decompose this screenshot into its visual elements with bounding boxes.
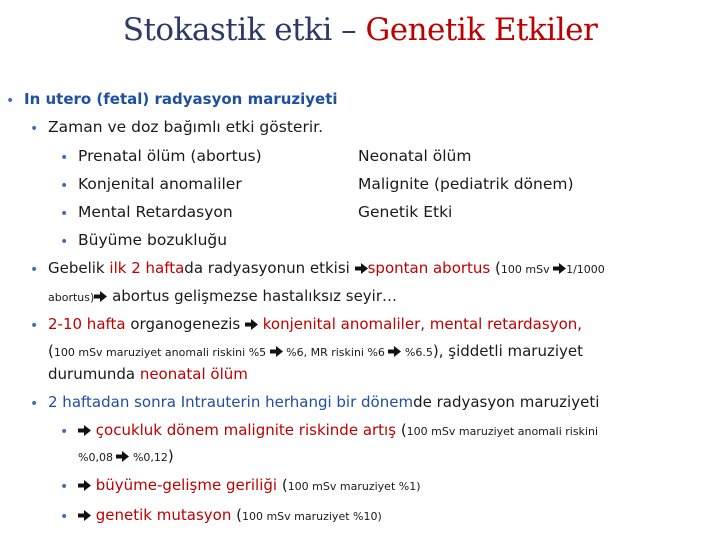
first-2-weeks-line <box>48 259 605 277</box>
effect-right-2: Malignite (pediatrik dönem) <box>358 175 574 193</box>
neonatal-death-text: neonatal ölüm <box>139 365 248 383</box>
text: ( <box>277 476 288 494</box>
weeks-2-10-line <box>48 315 582 333</box>
text: ( <box>490 259 501 277</box>
weeks-2-10-text: 2-10 hafta <box>48 315 126 333</box>
growth-retardation-text: büyüme-gelişme geriliği <box>91 476 278 494</box>
bullet: • <box>60 206 69 222</box>
effect-right-1: Neonatal ölüm <box>358 147 472 165</box>
effect-left-1: Prenatal ölüm (abortus) <box>78 147 262 165</box>
arrow-right-icon <box>78 425 91 436</box>
dose-note: 100 mSv maruziyet anomali riskini %5 <box>53 346 270 359</box>
arrow-right-icon <box>553 263 566 274</box>
bullet: • <box>60 234 69 250</box>
risk-note-line <box>48 342 583 360</box>
anomalies-text: konjenital anomaliler, mental retardasyon, <box>257 315 583 333</box>
text: durumunda <box>48 365 140 383</box>
dose-note: 100 mSv maruziyet %10) <box>241 510 382 523</box>
arrow-right-icon <box>245 319 258 330</box>
first-2-weeks-text: ilk 2 hafta <box>109 259 185 277</box>
genetic-mutation-line <box>78 506 382 524</box>
text: ) <box>167 447 174 465</box>
bullet: • <box>60 424 69 440</box>
abortion-continuation-line <box>48 287 397 305</box>
malignancy-continuation-line <box>78 447 174 465</box>
after-2-weeks-line <box>48 393 599 411</box>
bullet: • <box>6 93 15 109</box>
bullet: • <box>60 509 69 525</box>
neonatal-death-line <box>48 365 248 383</box>
arrow-right-icon <box>388 346 401 357</box>
genetic-mutation-text: genetik mutasyon <box>91 506 232 524</box>
text: Gebelik <box>48 259 110 277</box>
dose-note: %0,12 <box>129 451 168 464</box>
text: da radyasyonun etkisi <box>184 259 355 277</box>
bullet: • <box>30 121 39 137</box>
text: abortus gelişmezse hastalıksız seyir… <box>107 287 398 305</box>
effect-left-4: Büyüme bozukluğu <box>78 231 228 249</box>
effect-left-2: Konjenital anomaliler <box>78 175 242 193</box>
title-part-2: Genetik Etkiler <box>365 12 598 48</box>
text: ( <box>231 506 242 524</box>
bullet: • <box>30 318 39 334</box>
bullet: • <box>60 479 69 495</box>
arrow-right-icon <box>355 263 368 274</box>
dose-note: %6, MR riskini %6 <box>282 346 389 359</box>
arrow-right-icon <box>78 510 91 521</box>
dose-note: 100 mSv maruziyet %1) <box>287 480 421 493</box>
dose-dependent-text: Zaman ve doz bağımlı etki gösterir. <box>48 118 323 136</box>
text: organogenezis <box>125 315 245 333</box>
arrow-right-icon <box>78 480 91 491</box>
malignancy-text: çocukluk dönem malignite riskinde artış <box>91 421 397 439</box>
growth-retardation-line <box>78 476 421 494</box>
dose-note: 1/1000 <box>566 263 605 276</box>
text: ), şiddetli maruziyet <box>432 342 584 360</box>
dose-note: %0,08 <box>78 451 117 464</box>
dose-note: %6.5 <box>401 346 433 359</box>
spontaneous-abortion-text: spontan abortus <box>367 259 491 277</box>
dose-note: 100 mSv maruziyet anomali riskini <box>406 425 599 438</box>
bullet: • <box>60 178 69 194</box>
bullet: • <box>30 262 39 278</box>
text: ( <box>396 421 407 439</box>
text: de radyasyon maruziyeti <box>413 393 600 411</box>
effect-left-3: Mental Retardasyon <box>78 203 233 221</box>
in-utero-heading: In utero (fetal) radyasyon maruziyeti <box>24 90 338 108</box>
bullet: • <box>30 396 39 412</box>
text: ( <box>48 342 54 360</box>
effect-right-3: Genetik Etki <box>358 203 453 221</box>
arrow-right-icon <box>270 346 283 357</box>
malignancy-line <box>78 421 598 439</box>
dose-note: abortus) <box>48 291 95 304</box>
bullet: • <box>60 150 69 166</box>
title-part-1: Stokastik etki – <box>122 12 366 48</box>
after-2-weeks-text: 2 haftadan sonra Intrauterin herhangi bir dönem <box>48 393 414 411</box>
arrow-right-icon <box>94 291 107 302</box>
dose-note: 100 mSv <box>500 263 554 276</box>
slide-title <box>0 12 720 48</box>
arrow-right-icon <box>116 451 129 462</box>
